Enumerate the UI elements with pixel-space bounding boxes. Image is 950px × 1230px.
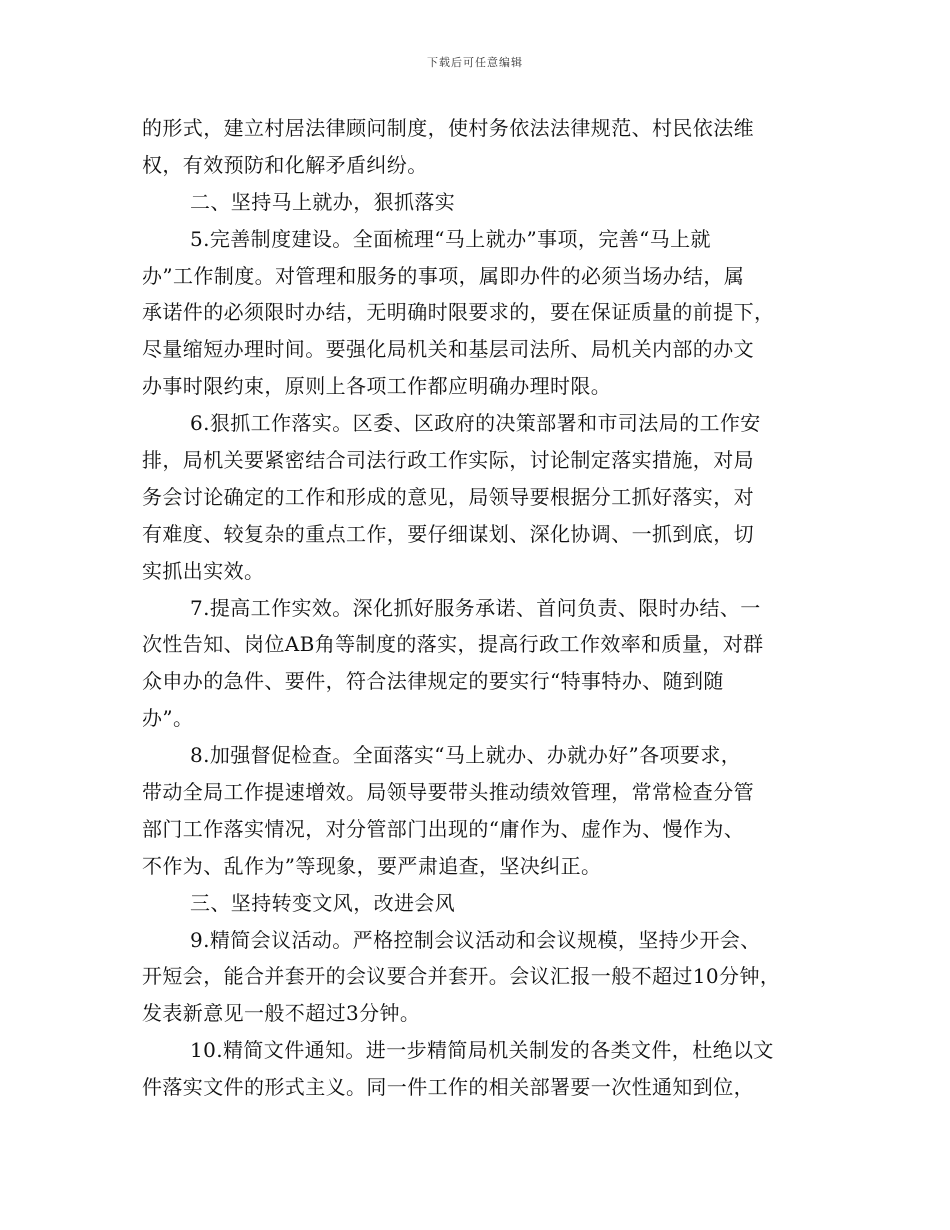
text-line: 实抓出实效。 xyxy=(142,558,265,583)
page-header: 下载后可任意编辑 xyxy=(427,56,523,69)
text-line: 5.完善制度建设。全面梳理“马上就办”事项，完善“马上就 xyxy=(190,226,711,251)
text-line: 办”工作制度。对管理和服务的事项，属即办件的必须当场办结，属 xyxy=(142,263,745,288)
text-line: 发表新意见一般不超过3分钟。 xyxy=(142,1001,421,1026)
text-line: 务会讨论确定的工作和形成的意见，局领导要根据分工抓好落实，对 xyxy=(142,484,754,509)
text-line: 6.狠抓工作落实。区委、区政府的决策部署和市司法局的工作安 xyxy=(190,411,761,436)
section-heading: 三、坚持转变文风，改进会风 xyxy=(190,890,456,915)
text-line: 排，局机关要紧密结合司法行政工作实际，讨论制定落实措施，对局 xyxy=(142,448,754,473)
text-line: 8.加强督促检查。全面落实“马上就办、办就办好”各项要求， xyxy=(190,743,742,768)
text-line: 不作为、乱作为”等现象，要严肃追查，坚决纠正。 xyxy=(142,853,602,878)
text-line: 的形式，建立村居法律顾问制度，使村务依法法律规范、村民依法维 xyxy=(142,116,754,140)
text-line: 权，有效预防和化解矛盾纠纷。 xyxy=(142,152,428,177)
text-line: 10.精简文件通知。进一步精简局机关制发的各类文件，杜绝以文 xyxy=(190,1038,774,1063)
text-line: 件落实文件的形式主义。同一件工作的相关部署要一次性通知到位， xyxy=(142,1075,754,1100)
section-heading: 二、坚持马上就办，狠抓落实 xyxy=(190,189,456,214)
text-line: 开短会，能合并套开的会议要合并套开。会议汇报一般不超过10分钟， xyxy=(142,964,781,989)
text-line: 办”。 xyxy=(142,706,194,731)
text-line: 带动全局工作提速增效。局领导要带头推动绩效管理，常常检查分管 xyxy=(142,780,754,805)
document-body xyxy=(142,110,812,1106)
text-line: 9.精简会议活动。严格控制会议活动和会议规模，坚持少开会、 xyxy=(190,927,761,952)
text-line: 尽量缩短办理时间。要强化局机关和基层司法所、局机关内部的办文 xyxy=(142,337,754,362)
text-line: 部门工作落实情况，对分管部门出现的“庸作为、虚作为、慢作为、 xyxy=(142,816,745,841)
text-line: 有难度、较复杂的重点工作，要仔细谋划、深化协调、一抓到底，切 xyxy=(142,521,754,546)
text-line: 7.提高工作实效。深化抓好服务承诺、首问负责、限时办结、一 xyxy=(190,595,761,620)
text-line: 次性告知、岗位AB角等制度的落实，提高行政工作效率和质量，对群 xyxy=(142,632,764,657)
text-line: 众申办的急件、要件，符合法律规定的要实行“特事特办、随到随 xyxy=(142,669,724,694)
text-line: 承诺件的必须限时办结，无明确时限要求的，要在保证质量的前提下， xyxy=(142,300,775,325)
text-line: 办事时限约束，原则上各项工作都应明确办理时限。 xyxy=(142,374,612,399)
